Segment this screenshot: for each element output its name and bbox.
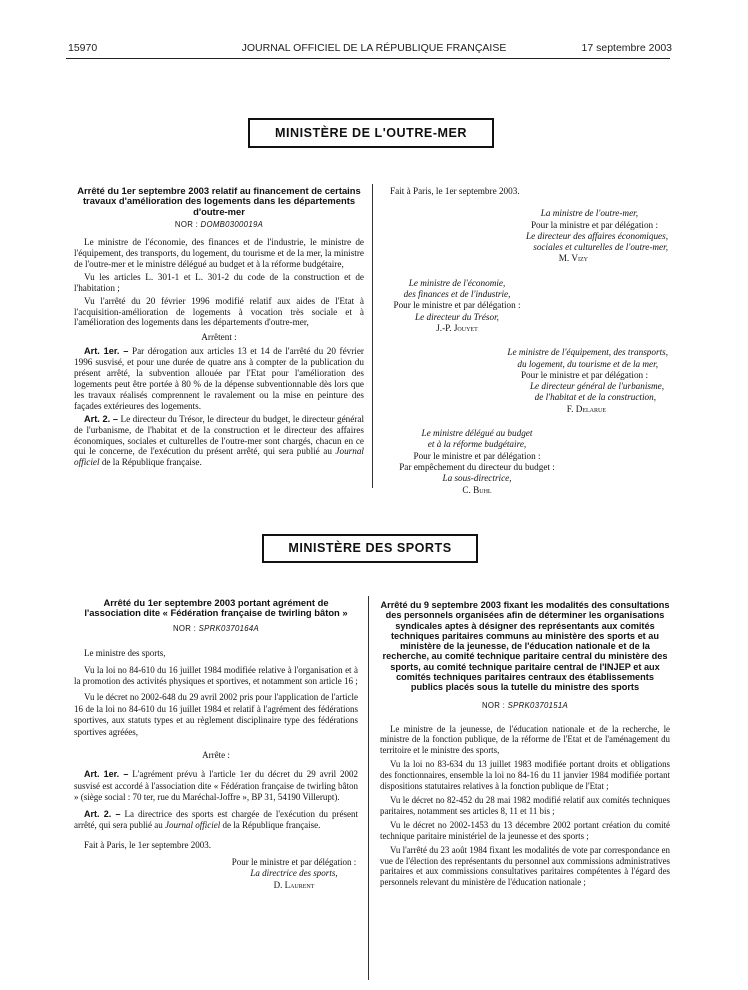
preamble-paragraph: Le ministre des sports, (84, 648, 166, 659)
preamble-paragraph: Vu la loi no 83-634 du 13 juillet 1983 modifiée portant droits et obligations des fonctionnaires, ensemble la loi no 84-16 du 11 janvier 1984 modifiée portant dispositions statutaires relatives à la fonction publique de l'Etat ; (380, 759, 670, 792)
article-2-text-end: de la République française. (220, 820, 321, 831)
signature-block-sports (224, 857, 364, 891)
preamble-paragraph: Vu la loi no 84-610 du 16 juillet 1984 modifiée relative à l'organisation et à la promotion des activités physiques et sportives, et notamment son article 16 ; (74, 664, 358, 687)
decree-title: Arrêté du 1er septembre 2003 relatif au financement de certains travaux d'amélioration des logements dans les départements d'outre-mer (77, 185, 361, 217)
article-2-label: Art. 2. – (84, 413, 119, 424)
nor-reference (380, 701, 670, 712)
article-2-label: Art. 2. – (84, 808, 121, 819)
signature-line: de l'habitat et de la construction, (534, 392, 656, 403)
nor-code: DOMB0300019A (200, 220, 264, 230)
article-2-text: Le directeur du Trésor, le directeur du budget, le directeur général de l'urbanisme, de l'habitat et de la construction et le directeur des affaires économiques, sociales et culturelles de l'outre-mer sont chargés, chacun en ce qui le concerne, de l'exécution du présent arrêté, qui sera publié au (74, 413, 365, 457)
signatory-name: M. Vizy (558, 253, 588, 264)
signatory-name: F. Delarue (566, 403, 606, 414)
article-1 (74, 346, 364, 411)
signature-line: Par empêchement du directeur du budget : (399, 461, 555, 472)
signature-block-equipement (382, 347, 670, 415)
signature-line: Pour la ministre et par délégation : (530, 219, 658, 230)
signature-line: Le ministre délégué au budget (421, 428, 533, 439)
signature-line: Le ministre de l'équipement, des transports, (507, 347, 668, 358)
signature-line: Le directeur du Trésor, (415, 311, 499, 322)
article-1-text: L'agrément prévu à l'article 1er du décret du 29 avril 2002 susvisé est accordé à l'association dite « Fédération française de twirling bâton » (siège social : 70 ter, rue du Maréchal-Joffre », BP 31, 54190 Villerupt). (74, 769, 358, 803)
preamble-paragraph: Vu le décret no 2002-1453 du 13 décembre 2002 portant création du comité technique paritaire ministériel de la jeunesse et des sports ; (380, 819, 670, 841)
article-2 (74, 809, 358, 832)
signature-line: Le directeur général de l'urbanisme, (529, 381, 664, 392)
header-date: 17 septembre 2003 (581, 42, 672, 54)
ministry-heading-text: MINISTÈRE DE L'OUTRE-MER (274, 126, 467, 140)
signature-block-outre-mer (382, 208, 670, 264)
signature-block-budget (382, 428, 572, 496)
ministry-heading-text: MINISTÈRE DES SPORTS (288, 541, 452, 555)
signature-line: et à la réforme budgétaire, (427, 439, 527, 450)
article-1 (74, 769, 358, 803)
signatory-name: D. Laurent (273, 879, 315, 890)
signature-line: Pour le ministre et par délégation : (413, 450, 541, 461)
signatory-name: J.-P. Jouyet (436, 322, 478, 333)
fait-a-paris: Fait à Paris, le 1er septembre 2003. (390, 186, 520, 196)
ministry-heading-sports (262, 534, 478, 563)
signature-line: La sous-directrice, (442, 473, 512, 484)
section2-right-column (380, 600, 670, 891)
article-2-text: La directrice des sports est chargée de l'exécution du présent arrêté, qui sera publié au (74, 808, 358, 831)
fait-a-paris: Fait à Paris, le 1er septembre 2003. (84, 839, 211, 850)
arrete-label: Arrête : (202, 750, 230, 761)
section1-left-column (74, 186, 364, 470)
nor-code: SPRK0370164A (198, 623, 260, 633)
signature-line: Le ministre de l'économie, (408, 277, 506, 288)
nor-label: NOR : (174, 220, 199, 230)
nor-label: NOR : (481, 700, 506, 710)
nor-reference (74, 623, 358, 634)
preamble-paragraph: Le ministre de l'économie, des finances et de l'industrie, le ministre de l'équipement, des transports, du logement, du tourisme et de la mer, la ministre de l'outre-mer et le ministre délégué au budget et à la réforme budgétaire, (74, 237, 364, 269)
signature-line: des finances et de l'industrie, (403, 289, 511, 300)
page-number: 15970 (68, 42, 98, 54)
article-1-label: Art. 1er. – (84, 346, 129, 357)
nor-label: NOR : (172, 623, 197, 633)
preamble-paragraph: Vu l'arrêté du 23 août 1984 fixant les modalités de vote par correspondance en vue de l'élection des représentants du personnel aux commissions administratives paritaires et aux commissions consultatives paritaires compétentes à l'égard des personnels relevant du ministère de l'éducation nationale ; (380, 844, 670, 888)
nor-code: SPRK0370151A (507, 700, 569, 710)
signature-line: Pour le ministre et par délégation : (231, 856, 357, 867)
preamble-paragraph: Vu l'arrêté du 20 février 1996 modifié relatif aux aides de l'Etat à l'acquisition-amélioration de logements à vocation très sociale et à l'amélioration des logements dans les départements d'outre-mer, (74, 295, 364, 328)
signature-line: La directrice des sports, (250, 868, 338, 879)
preamble-paragraph: Vu le décret no 82-452 du 28 mai 1982 modifié relatif aux comités techniques paritaires, notamment ses articles 8, 11 et 11 bis ; (380, 795, 670, 816)
signature-line: Pour le ministre et par délégation : (520, 369, 648, 380)
nor-reference (74, 220, 364, 231)
article-1-text: Par dérogation aux articles 13 et 14 de l'arrêté du 20 février 1996 susvisé, et pour une durée de quatre ans à compter de la publication du présent arrêté, la subvention allouée par l'Etat pour l'amélioration des logements peut être portée à 80 % de la dépense subventionnable dès lors que les travaux réalisés comprennent le ravalement ou la mise en peinture des façades extérieures des logements. (74, 346, 364, 411)
decree-title: Arrêté du 1er septembre 2003 portant agrément de l'association dite « Fédération française de twirling bâton » (84, 597, 348, 619)
journal-officiel-ref: Journal officiel (74, 446, 364, 468)
article-2 (74, 414, 364, 469)
decree-title: Arrêté du 9 septembre 2003 fixant les modalités des consultations des personnels organisées afin de déterminer les organisations syndicales aptes à désigner des représentants aux comités techniques paritaires communs au ministère des sports et au ministère de la jeunesse, de l'éducation nationale et de la recherche, au comité technique paritaire central du ministère des sports, au comité technique paritaire central de l'INJEP et aux comités techniques paritaires centraux des établissements publics placés sous la tutelle du ministre des sports (380, 600, 670, 693)
signature-line: sociales et culturelles de l'outre-mer, (533, 242, 668, 253)
signature-line: Le directeur des affaires économiques, (526, 230, 668, 241)
preamble-paragraph: Vu les articles L. 301-1 et L. 301-2 du code de la construction et de l'habitation ; (74, 271, 364, 293)
column-divider (368, 596, 369, 980)
preamble-paragraph: Le ministre de la jeunesse, de l'éducation nationale et de la recherche, le ministre de la fonction publique, de la réforme de l'Etat et de l'aménagement du territoire et le ministre des sports, (380, 723, 670, 756)
article-2-text-end: de la République française. (99, 457, 202, 468)
preamble-paragraph: Vu le décret no 2002-648 du 29 avril 2002 pris pour l'application de l'article 16 de la loi no 84-610 du 16 juillet 1984 et relatif à l'agrément des fédérations sportives, aux statuts types et au règlement disciplinaire type des fédérations sportives agréées, (74, 692, 358, 737)
signature-line: La ministre de l'outre-mer, (540, 208, 638, 219)
signature-block-economie (382, 278, 532, 334)
signature-line: Pour le ministre et par délégation : (393, 300, 521, 311)
column-divider (372, 184, 373, 488)
ministry-heading-outre-mer (248, 118, 494, 148)
journal-title: JOURNAL OFFICIEL DE LA RÉPUBLIQUE FRANÇAISE (241, 42, 507, 54)
journal-officiel-ref: Journal officiel (164, 820, 221, 831)
header-rule (66, 58, 670, 59)
section2-left-column (74, 598, 358, 891)
arretent-label: Arrêtent : (201, 332, 237, 343)
section1-signatures (382, 186, 670, 496)
signature-line: du logement, du tourisme et de la mer, (517, 358, 658, 369)
article-1-label: Art. 1er. – (84, 769, 129, 780)
signatory-name: C. Buhl (462, 484, 492, 495)
